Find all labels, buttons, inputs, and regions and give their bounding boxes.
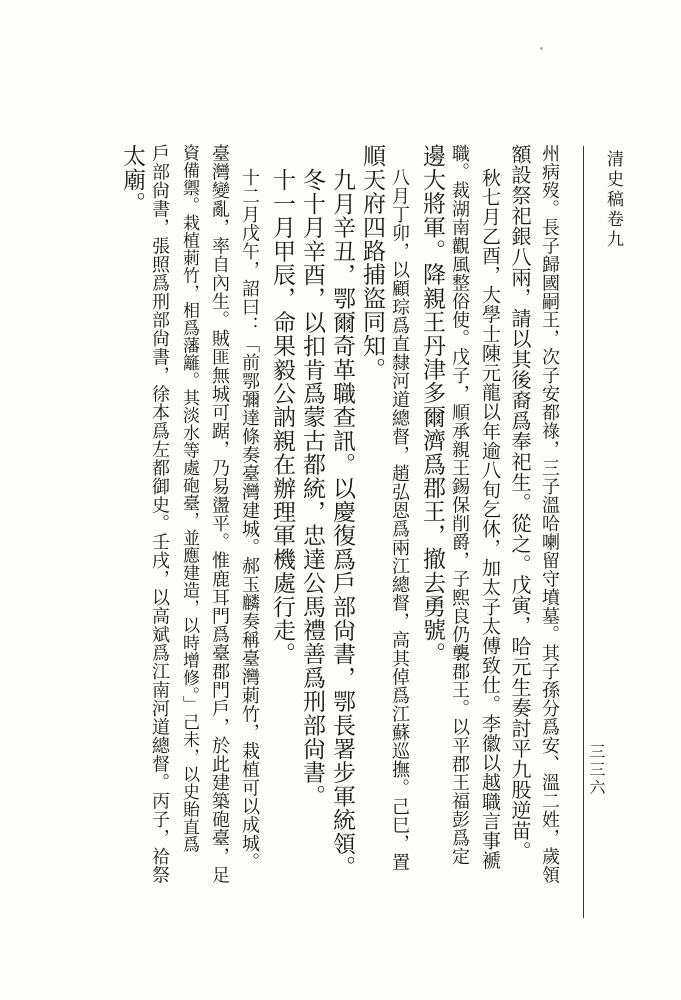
text-column-5: 邊大將軍。降親王丹津多爾濟爲郡王，撤去勇號。 bbox=[419, 144, 445, 666]
page-header: 清史稿卷九 bbox=[603, 150, 623, 250]
text-column-11: 十二月戊午，詔曰：「前鄂彌達條奏臺灣建城。郝玉麟奏稱臺灣莿竹，栽植可以成城。 bbox=[239, 168, 260, 871]
text-column-4: 職。裁湖南觀風整俗使。戊子，順承親王錫保削爵，子熙良仍襲郡王。以平郡王福彭爲定 bbox=[449, 144, 470, 866]
text-column-13: 資備禦。栽植莿竹，相爲藩籬。其淡水等處砲臺，並應建造，以時增修。」己未，以史貽直爲 bbox=[179, 144, 199, 853]
text-column-14: 戶部尙書，張照爲刑部尙書，徐本爲左都御史。壬戌，以高斌爲江南河道總督。丙子，祫祭 bbox=[149, 144, 170, 884]
page-number: 三三六 bbox=[587, 743, 606, 797]
margin-rule bbox=[583, 146, 584, 918]
text-column-10: 十一月甲辰，命果毅公訥親在辦理軍機處行走。 bbox=[269, 168, 295, 666]
text-column-15: 太廟。 bbox=[119, 144, 145, 216]
text-column-1: 州病歿。長子歸國嗣王，次子安都祿，三子溫哈喇留守墳墓。其子孫分爲安、溫二姓，歲領 bbox=[539, 144, 560, 884]
text-column-9: 冬十月辛酉，以扣肯爲蒙古都統，忠達公馬禮善爲刑部尙書。 bbox=[299, 168, 325, 808]
text-column-2: 額設祭祀銀八兩，請以其後裔爲奉祀生。從之。戊寅，哈元生奏討平九股逆苗。 bbox=[508, 144, 532, 862]
text-column-8: 九月辛丑，鄂爾奇革職查訊。以慶復爲戶部尙書，鄂長署步軍統領。 bbox=[329, 168, 355, 879]
ink-speck bbox=[540, 47, 543, 50]
text-column-3: 秋七月乙酉，大學士陳元龍以年逾八旬乞休，加太子太傅致仕。李徽以越職言事褫 bbox=[479, 168, 501, 870]
text-column-6: 八月丁卯，以顧琮爲直隸河道總督，趙弘恩爲兩江總督，高其倬爲江蘇巡撫。己巳，置 bbox=[389, 168, 410, 871]
text-column-12: 臺灣變亂，率自內生。賊匪無城可踞，乃易盪平。惟鹿耳門爲臺郡門戶，於此建築砲臺，足 bbox=[209, 144, 230, 884]
text-column-7: 順天府四路捕盜同知。 bbox=[359, 144, 385, 381]
